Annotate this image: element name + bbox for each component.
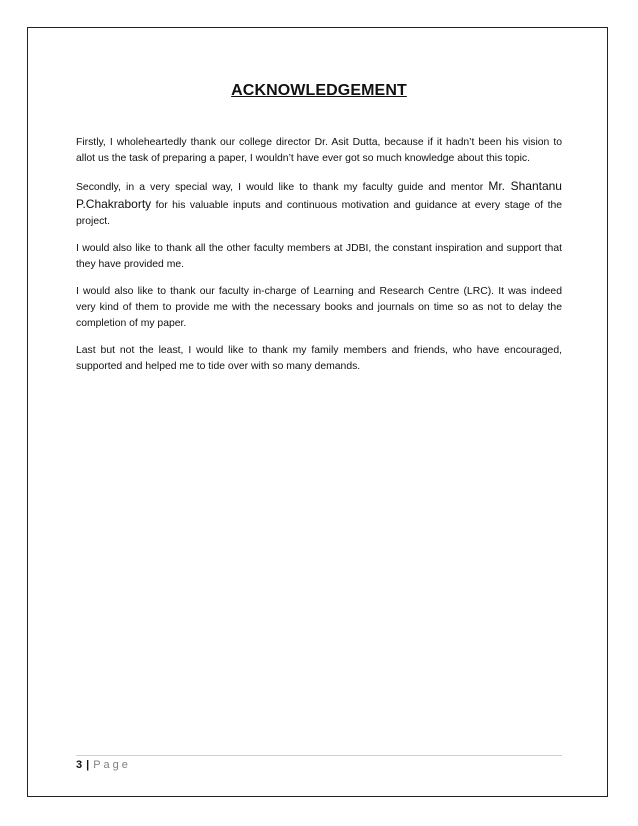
paragraph-mentor-rest: for his valuable inputs and continuous motivation and guidance at every stage of the project.: [76, 200, 563, 227]
page-footer: [76, 759, 131, 771]
paragraph-faculty: I would also like to thank all the other faculty members at JDBI, the constant inspiration and support that they have provided me.: [76, 243, 562, 270]
page-title: ACKNOWLEDGEMENT: [231, 82, 407, 99]
paragraph-mentor: [76, 178, 562, 230]
paragraph-mentor-intro: Secondly, in a very special way, I would like to thank my faculty guide and mentor: [76, 182, 484, 193]
acknowledgement-body: [76, 135, 562, 386]
paragraph-director: Firstly, I wholeheartedly thank our college director Dr. Asit Dutta, because if it hadn’t been his vision to allot us the task of preparing a paper, I wouldn’t have ever got so much knowledge about this topic.: [76, 137, 562, 164]
page-label: Page: [93, 759, 131, 771]
page-number: 3: [76, 759, 83, 771]
mentor-name: Mr. Shantanu P.Chakraborty: [76, 179, 562, 211]
paragraph-lrc: I would also like to thank our faculty in-charge of Learning and Research Centre (LRC). It was indeed very kind of them to provide me with the necessary books and journals on time so as not to delay the completion of my paper.: [76, 286, 562, 329]
footer-separator: |: [86, 759, 90, 771]
paragraph-family: Last but not the least, I would like to thank my family members and friends, who have encouraged, supported and helped me to tide over with so many demands.: [76, 345, 562, 372]
footer-divider: [76, 755, 562, 756]
